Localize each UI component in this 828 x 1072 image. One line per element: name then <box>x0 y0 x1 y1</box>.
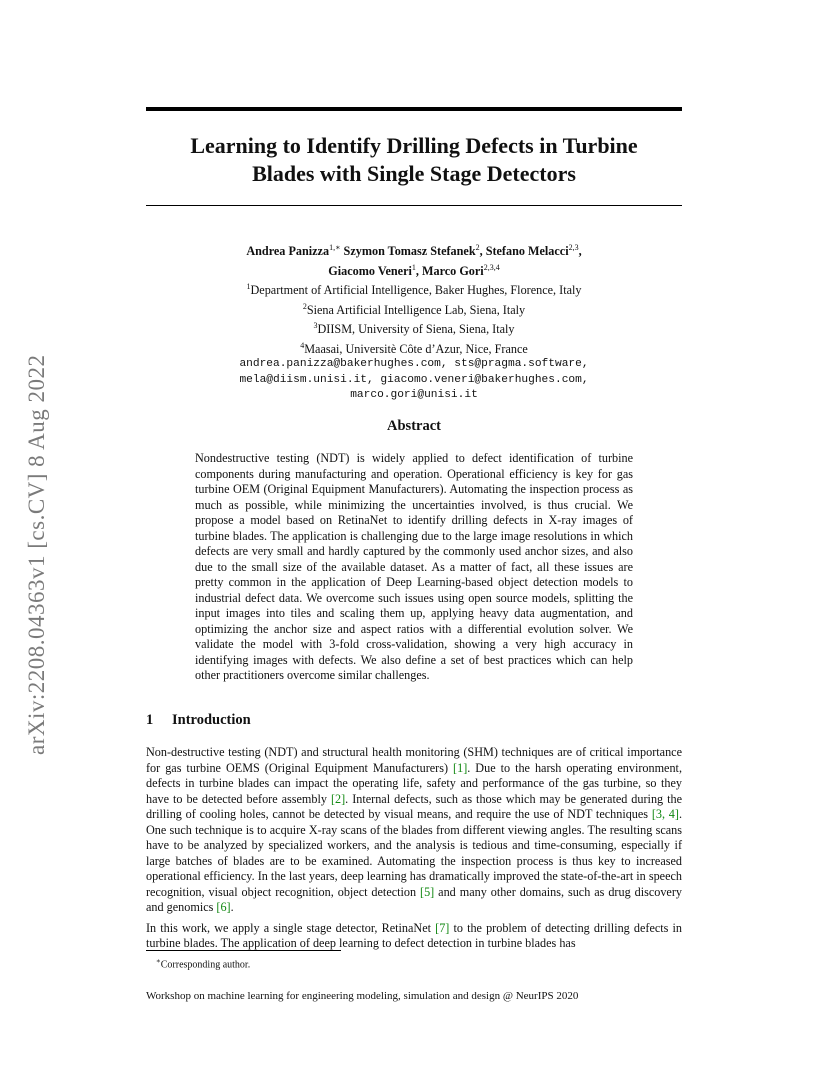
title-rule-top <box>146 107 682 111</box>
author-names-line-2: Giacomo Veneri$^1$, Marco Gori$^{2,3,4}$ <box>328 262 500 278</box>
affil-sup: 1 <box>246 282 251 292</box>
title-line-2: Blades with Single Stage Detectors <box>252 161 576 186</box>
text-run: In this work, we apply a single stage detector, RetinaNet <box>146 920 436 935</box>
text-run: . Internal defects, such as those which may be generated during the drilling of cooling holes, cannot be detected by visual means, and require the use of NDT techniques <box>146 791 682 821</box>
author-names-line-1: Andrea Panizza$^{1,∗}$ Szymon Tomasz Stefanek$^2$, Stefano Melacci$^{2,3}$, <box>246 243 582 259</box>
affiliation <box>146 299 682 319</box>
abstract-heading: Abstract <box>387 418 441 434</box>
author-name: Andrea Panizza <box>246 244 330 259</box>
affiliation <box>146 338 682 358</box>
author-affil-sup: 2,3 <box>568 243 579 252</box>
author-name: Szymon Tomasz Stefanek <box>343 244 476 259</box>
author-affil-sup: 1 <box>411 262 416 272</box>
footnote-text: Corresponding author. <box>160 959 251 971</box>
paragraph <box>146 745 682 916</box>
text-run: . <box>230 900 234 914</box>
title-line-1: Learning to Identify Drilling Defects in Turbine <box>190 133 638 158</box>
venue-footer: Workshop on machine learning for engineering modeling, simulation and design @ NeurIPS 2020 <box>146 990 579 1002</box>
email-line: andrea.panizza@bakerhughes.com, sts@pragma.software, <box>239 358 589 371</box>
affil-text: Maasai, Universitè Côte d’Azur, Nice, France <box>304 341 528 356</box>
email-line: marco.gori@unisi.it <box>350 389 478 402</box>
title-rule-bottom <box>146 205 682 206</box>
footnote <box>156 955 676 971</box>
section-title: Introduction <box>172 712 251 728</box>
author-block <box>146 240 682 404</box>
author-name: Stefano Melacci <box>485 244 569 259</box>
affil-text: Department of Artificial Intelligence, Baker Hughes, Florence, Italy <box>250 283 582 298</box>
author-name: Giacomo Veneri <box>328 263 412 278</box>
text-run: to the problem of detecting drilling defects in turbine blades. The application of deep learning to defect detection in turbine blades has <box>146 920 683 950</box>
citation-link[interactable]: [7] <box>435 920 450 935</box>
author-name: Marco Gori <box>421 263 484 278</box>
citation-link[interactable]: [1] <box>453 760 468 775</box>
affiliation <box>146 279 682 299</box>
text-run: Non-destructive testing (NDT) and structural health monitoring (SHM) techniques are of critical importance for gas turbine OEMS (Original Equipment Manufacturers) <box>146 745 682 775</box>
affil-sup: 3 <box>313 321 318 331</box>
paragraph <box>146 921 682 952</box>
paper-title <box>146 132 682 188</box>
affiliation <box>146 318 682 338</box>
section-number: 1 <box>146 712 154 728</box>
citation-link[interactable]: [6] <box>216 900 231 914</box>
citation-link[interactable]: [2] <box>330 791 346 806</box>
citation-link[interactable]: [3, 4] <box>651 807 679 821</box>
section-heading <box>146 712 682 729</box>
introduction-body <box>146 745 682 957</box>
author-affil-sup: 2,3,4 <box>483 262 500 272</box>
author-affil-sup: 1 <box>329 243 334 252</box>
text-run: . Due to the harsh operating environment, defects in turbine blades can impact the operating life, safety and performance of the gas turbine, so they have to be detected before assembly <box>146 760 682 806</box>
abstract-text: Nondestructive testing (NDT) is widely applied to defect identification of turbine components during manufacturing and operation. Operational efficiency is key for gas turbine OEM (Original Equipment Manufacturers). Automating the inspection process as much as possible, while minimizing the uncertainties involved, is thus crucial. We propose a model based on RetinaNet to identify drilling defects in X-ray images of turbine blades. The application is challenging due to the large image resolutions in which defects are very small and hardly captured by the commonly used anchor sizes, and also due to the small size of the available dataset. As a matter of fact, all these issues are pretty common in the application of Deep Learning-based object detection models to industrial defect data. We overcome such issues using open source models, splitting the input images into tiles and scaling them up, applying heavy data augmentation, and optimizing the anchor size and aspect ratios with a differential evolution solver. We validate the model with 3-fold cross-validation, showing a very high accuracy in identifying images with defects. We also define a set of best practices which can help other practitioners overcome similar challenges. <box>195 451 633 682</box>
corresponding-mark: ,∗ <box>333 243 341 252</box>
author-affil-sup: 2 <box>475 243 480 252</box>
affil-text: Siena Artificial Intelligence Lab, Siena, Italy <box>306 302 526 317</box>
footnote-mark: ∗ <box>156 957 161 965</box>
arxiv-identifier: arXiv:2208.04363v1 [cs.CV] 8 Aug 2022 <box>24 354 49 755</box>
text-run: . One such technique is to acquire X-ray scans of the blades from different viewing angles. The resulting scans have to be analyzed by specialized workers, and the analysis is tedious and time-consuming, especially if large batches of blades are to be examined. Automating the inspection process is thus key to increased operational efficiency. In the last years, deep learning has dramatically improved the state-of-the-art in speech recognition, visual object recognition, object detection <box>146 807 682 899</box>
text-run: and many other domains, such as drug discovery and genomics <box>146 884 682 914</box>
email-line: mela@diism.unisi.it, giacomo.veneri@bakerhughes.com, <box>239 373 589 386</box>
citation-link[interactable]: [5] <box>420 884 435 899</box>
affil-sup: 4 <box>300 340 305 350</box>
affil-sup: 2 <box>302 301 307 311</box>
affil-text: DIISM, University of Siena, Siena, Italy <box>317 322 515 337</box>
footnote-rule <box>146 950 341 951</box>
